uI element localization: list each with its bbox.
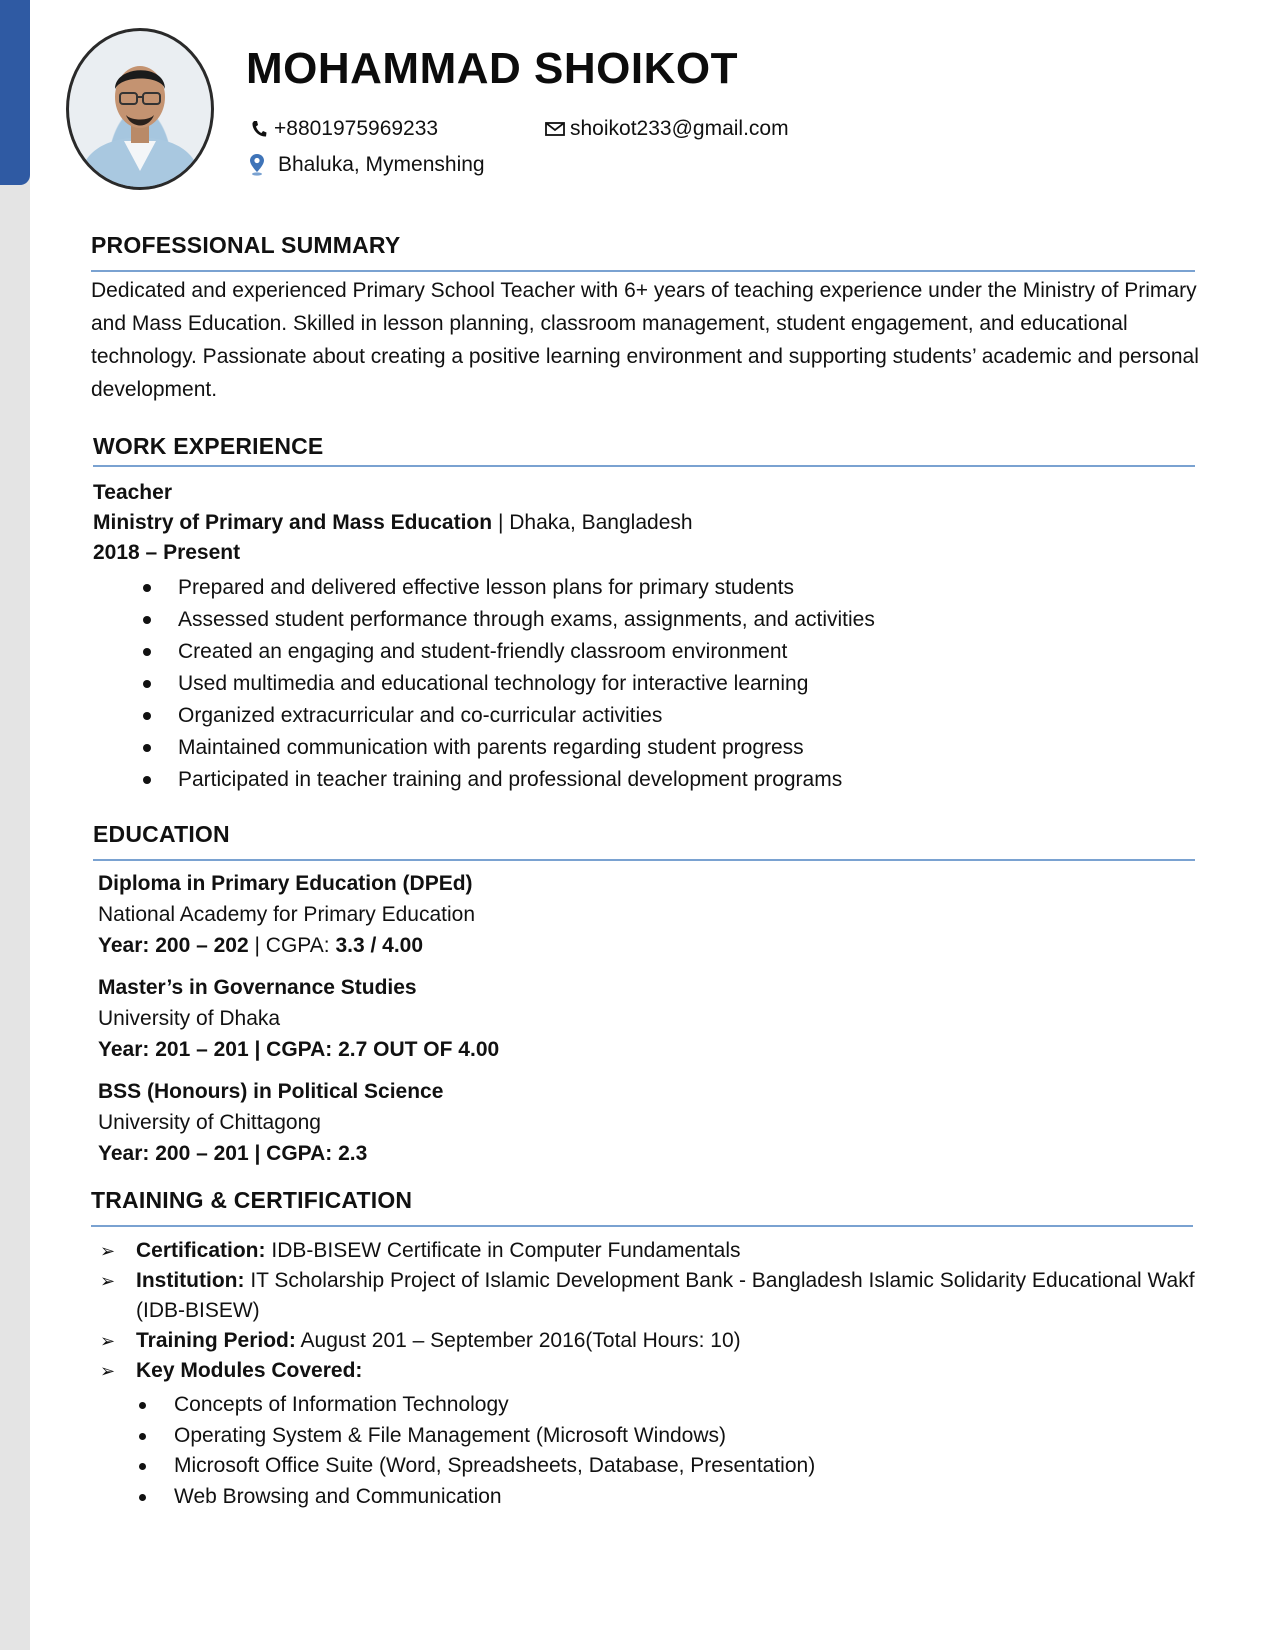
institution-name: National Academy for Primary Education: [98, 903, 476, 926]
summary-divider: [91, 270, 1195, 272]
list-item: Prepared and delivered effective lesson plans for primary students: [140, 572, 875, 604]
profile-photo: [66, 28, 214, 190]
cert-row-certification: ➢ Certification: IDB-BISEW Certificate in Computer Fundamentals: [100, 1236, 1200, 1266]
cert-row-modules: ➢ Key Modules Covered:: [100, 1356, 1200, 1386]
job-duties-list: [140, 572, 875, 796]
institution-name: University of Dhaka: [98, 1007, 281, 1030]
job-employer-line: [93, 511, 693, 535]
cert-row-period: ➢ Training Period: August 201 – September 2016(Total Hours: 10): [100, 1326, 1200, 1356]
list-item: Concepts of Information Technology: [136, 1390, 815, 1421]
email-contact: [544, 117, 789, 141]
degree-year-cgpa: Year: 200 – 202 | CGPA: 3.3 / 4.00: [98, 934, 424, 957]
mail-icon: [544, 118, 566, 140]
list-item: Assessed student performance through exams, assignments, and activities: [140, 604, 875, 636]
degree-title: Master’s in Governance Studies: [98, 976, 417, 999]
phone-number[interactable]: +8801975969233: [274, 117, 439, 140]
list-item: Web Browsing and Communication: [136, 1482, 815, 1513]
list-item: Operating System & File Management (Microsoft Windows): [136, 1421, 815, 1452]
experience-divider: [93, 465, 1195, 467]
cert-row-institution: ➢ Institution: IT Scholarship Project of Islamic Development Bank - Bangladesh Islamic Solidarity Educational Wakf (IDB-BISEW): [100, 1266, 1200, 1326]
experience-heading: WORK EXPERIENCE: [93, 433, 324, 459]
location-text: Bhaluka, Mymenshing: [278, 153, 485, 176]
education-item-masters: [98, 972, 499, 1065]
job-period: 2018 – Present: [93, 541, 241, 564]
training-heading: TRAINING & CERTIFICATION: [91, 1187, 413, 1213]
sidebar-accent-bar: [0, 0, 30, 185]
location-pin-icon: [246, 154, 268, 176]
arrow-bullet-icon: ➢: [100, 1361, 116, 1381]
degree-title: BSS (Honours) in Political Science: [98, 1080, 444, 1103]
summary-heading: PROFESSIONAL SUMMARY: [91, 232, 401, 258]
training-details: [100, 1236, 1200, 1386]
job-role: Teacher: [93, 481, 172, 504]
degree-title: Diploma in Primary Education (DPEd): [98, 872, 473, 895]
degree-year-cgpa: Year: 201 – 201 | CGPA: 2.7 OUT OF 4.00: [98, 1038, 500, 1061]
list-item: Participated in teacher training and professional development programs: [140, 764, 875, 796]
list-item: Used multimedia and educational technology for interactive learning: [140, 668, 875, 700]
person-portrait-icon: [69, 31, 211, 187]
institution-name: University of Chittagong: [98, 1111, 321, 1134]
arrow-bullet-icon: ➢: [100, 1271, 116, 1291]
email-address[interactable]: shoikot233@gmail.com: [570, 117, 789, 140]
phone-icon: [248, 118, 270, 140]
location-contact: [246, 153, 485, 177]
job-separator: |: [497, 511, 504, 534]
education-item-dpe: [98, 868, 475, 961]
education-divider: [93, 859, 1195, 861]
training-divider: [91, 1225, 1193, 1227]
degree-year-cgpa: Year: 200 – 201 | CGPA: 2.3: [98, 1142, 368, 1165]
list-item: Organized extracurricular and co-curricular activities: [140, 700, 875, 732]
list-item: Maintained communication with parents regarding student progress: [140, 732, 875, 764]
modules-list: [136, 1390, 815, 1512]
job-employer: Ministry of Primary and Mass Education: [93, 511, 493, 534]
arrow-bullet-icon: ➢: [100, 1331, 116, 1351]
sidebar-strip: [0, 0, 30, 1650]
arrow-bullet-icon: ➢: [100, 1241, 116, 1261]
list-item: Microsoft Office Suite (Word, Spreadsheets, Database, Presentation): [136, 1451, 815, 1482]
job-location: Dhaka, Bangladesh: [509, 511, 693, 534]
candidate-name: MOHAMMAD SHOIKOT: [246, 44, 738, 93]
education-heading: EDUCATION: [93, 821, 230, 847]
summary-text: Dedicated and experienced Primary School Teacher with 6+ years of teaching experience under the Ministry of Primary and Mass Education. Skilled in lesson planning, classroom management, student engagement, and educational technology. Passionate about creating a positive learning environment and supporting students’ academic and personal development.: [91, 279, 1199, 401]
phone-contact: [248, 117, 438, 141]
list-item: Created an engaging and student-friendly classroom environment: [140, 636, 875, 668]
education-item-bss: [98, 1076, 443, 1169]
